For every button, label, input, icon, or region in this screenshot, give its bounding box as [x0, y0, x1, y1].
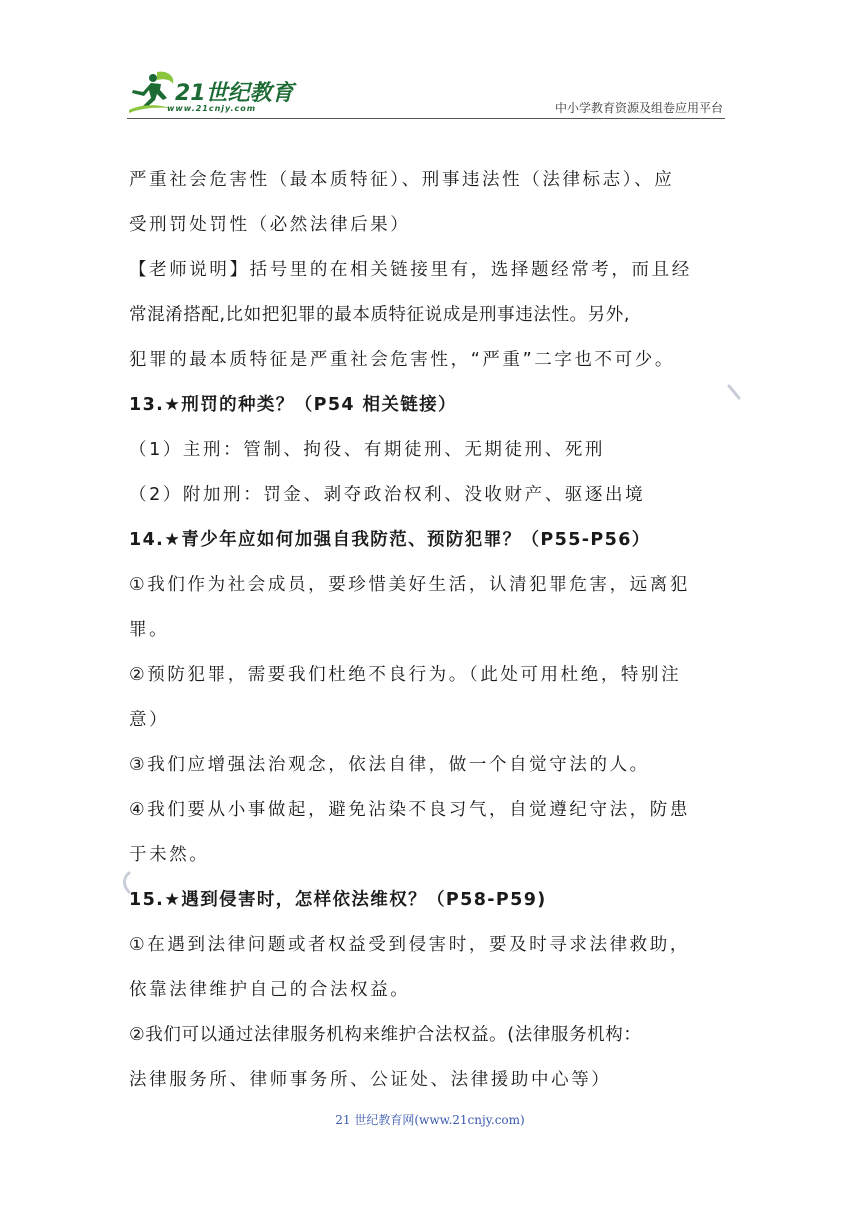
- page-header: [127, 66, 725, 119]
- text-line: （2）附加刑：罚金、剥夺政治权利、没收财产、驱逐出境: [129, 485, 646, 505]
- text-line: 于未然。: [129, 845, 210, 865]
- logo-url: www.21cnjy.com: [167, 104, 257, 113]
- text-line: ②我们可以通过法律服务机构来维护合法权益。(法律服务机构：: [129, 1025, 642, 1045]
- question-heading: 13.★刑罚的种类？（P54 相关链接）: [129, 395, 457, 415]
- question-heading: 14.★青少年应如何加强自我防范、预防犯罪？（P55-P56）: [129, 530, 651, 550]
- text-line: 常混淆搭配,比如把犯罪的最本质特征说成是刑事违法性。另外,: [129, 305, 631, 325]
- document-body: [129, 158, 729, 1103]
- text-line: ③我们应增强法治观念，依法自律，做一个自觉守法的人。: [129, 755, 650, 775]
- text-line: ①我们作为社会成员，要珍惜美好生活，认清犯罪危害，远离犯: [129, 575, 690, 595]
- text-line: 【老师说明】括号里的在相关链接里有，选择题经常考，而且经: [129, 260, 692, 280]
- text-line: 罪。: [129, 620, 170, 640]
- text-line: 严重社会危害性（最本质特征）、刑事违法性（法律标志）、应: [129, 170, 675, 190]
- text-line: 犯罪的最本质特征是严重社会危害性，“严重”二字也不可少。: [129, 350, 675, 370]
- text-line: 受刑罚处罚性（必然法律后果）: [129, 215, 411, 235]
- text-line: 依靠法律维护自己的合法权益。: [129, 980, 411, 1000]
- scan-mark-icon: [726, 384, 742, 402]
- scan-mark-icon: [118, 870, 132, 896]
- logo-text: 21世纪教育: [175, 81, 294, 106]
- question-heading: 15.★遇到侵害时，怎样依法维权？（P58-P59): [129, 890, 547, 910]
- site-logo: [127, 70, 297, 116]
- text-line: 意）: [129, 710, 170, 730]
- text-line: 法律服务所、律师事务所、公证处、法律援助中心等）: [129, 1070, 612, 1090]
- text-line: （1）主刑：管制、拘役、有期徒刑、无期徒刑、死刑: [129, 440, 606, 460]
- page-footer: 21 世纪教育网(www.21cnjy.com): [335, 1113, 525, 1127]
- text-line: ④我们要从小事做起，避免沾染不良习气，自觉遵纪守法，防患: [129, 800, 690, 820]
- platform-title: 中小学教育资源及组卷应用平台: [554, 101, 723, 115]
- text-line: ①在遇到法律问题或者权益受到侵害时，要及时寻求法律救助，: [129, 935, 690, 955]
- text-line: ②预防犯罪，需要我们杜绝不良行为。（此处可用杜绝，特别注: [129, 665, 682, 685]
